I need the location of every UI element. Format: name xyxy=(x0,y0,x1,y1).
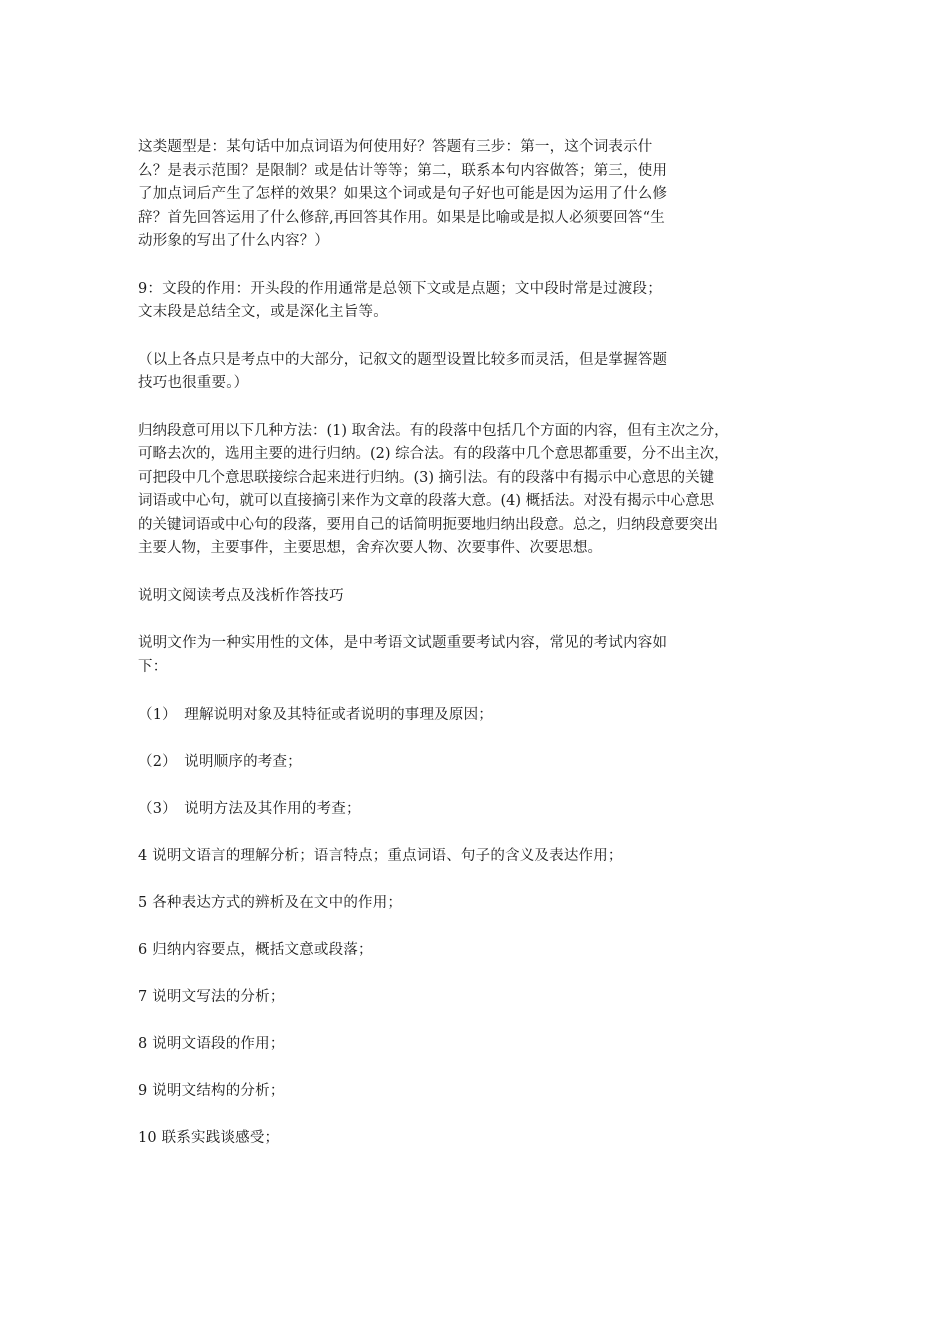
text-line: 归纳段意可用以下几种方法：(1) 取舍法。有的段落中包括几个方面的内容，但有主次之分， xyxy=(138,422,729,439)
section-title: 说明文阅读考点及浅析作答技巧 xyxy=(138,587,344,604)
text-line: 主要人物，主要事件，主要思想，舍弃次要人物、次要事件、次要思想。 xyxy=(138,540,602,556)
list-item xyxy=(138,938,788,962)
paragraph-summary-methods xyxy=(138,420,788,561)
text-line: 的关键词语或中心句的段落，要用自己的话简明扼要地归纳出段意。总之，归纳段意要突出 xyxy=(138,516,718,533)
text-line: 辞？首先回答运用了什么修辞,再回答其作用。如果是比喻或是拟人必须要回答“生 xyxy=(138,209,665,226)
text-line: 下： xyxy=(138,658,168,675)
list-item xyxy=(138,985,788,1009)
paragraph-answer-steps xyxy=(138,136,788,254)
text-line: 9：文段的作用：开头段的作用通常是总领下文或是点题；文中段时常是过渡段； xyxy=(138,280,662,297)
text-line: 了加点词后产生了怎样的效果？如果这个词或是句子好也可能是因为运用了什么修 xyxy=(138,186,668,202)
text-line: 么？是表示范围？是限制？或是估计等等；第二，联系本句内容做答；第三，使用 xyxy=(138,162,668,179)
paragraph-note xyxy=(138,349,788,396)
list-item-text: 4 说明文语言的理解分析；语言特点；重点词语、句子的含义及表达作用； xyxy=(138,848,623,864)
list-item xyxy=(138,891,788,915)
list-item xyxy=(138,750,788,774)
paragraph-section-role xyxy=(138,278,788,325)
text-line: （以上各点只是考点中的大部分，记叙文的题型设置比较多而灵活，但是掌握答题 xyxy=(138,351,668,368)
list-item-text: 7 说明文写法的分析； xyxy=(138,989,285,1005)
text-line: 可略去次的，选用主要的进行归纳。(2) 综合法。有的段落中几个意思都重要，分不出主次， xyxy=(138,446,729,462)
list-item-text: 10 联系实践谈感受； xyxy=(138,1130,280,1146)
list-item-text: 5 各种表达方式的辨析及在文中的作用； xyxy=(138,895,403,911)
list-item-text: 9 说明文结构的分析； xyxy=(138,1083,285,1099)
list-item-text: （3） 说明方法及其作用的考查； xyxy=(138,801,361,817)
text-line: 技巧也很重要。） xyxy=(138,375,249,391)
document-body xyxy=(138,136,788,1173)
list-item xyxy=(138,1079,788,1103)
list-item-text: 6 归纳内容要点，概括文意或段落； xyxy=(138,942,373,958)
text-line: 词语或中心句，就可以直接摘引来作为文章的段落大意。(4) 概括法。对没有揭示中心意思 xyxy=(138,493,715,509)
list-item xyxy=(138,1032,788,1056)
paragraph-intro xyxy=(138,632,788,679)
text-line: 可把段中几个意思联接综合起来进行归纳。(3) 摘引法。有的段落中有揭示中心意思的关键 xyxy=(138,469,715,486)
text-line: 动形象的写出了什么内容？） xyxy=(138,233,330,249)
list-item-text: 8 说明文语段的作用； xyxy=(138,1036,285,1052)
text-line: 说明文作为一种实用性的文体，是中考语文试题重要考试内容，常见的考试内容如 xyxy=(138,635,668,651)
section-heading xyxy=(138,585,788,609)
list-item-text: （2） 说明顺序的考查； xyxy=(138,754,302,770)
list-item-text: （1） 理解说明对象及其特征或者说明的事理及原因； xyxy=(138,707,493,723)
text-line: 文末段是总结全文，或是深化主旨等。 xyxy=(138,304,388,320)
list-item xyxy=(138,844,788,868)
list-item xyxy=(138,1126,788,1150)
text-line: 这类题型是：某句话中加点词语为何使用好？答题有三步：第一，这个词表示什 xyxy=(138,139,653,155)
list-item xyxy=(138,797,788,821)
list-item xyxy=(138,703,788,727)
